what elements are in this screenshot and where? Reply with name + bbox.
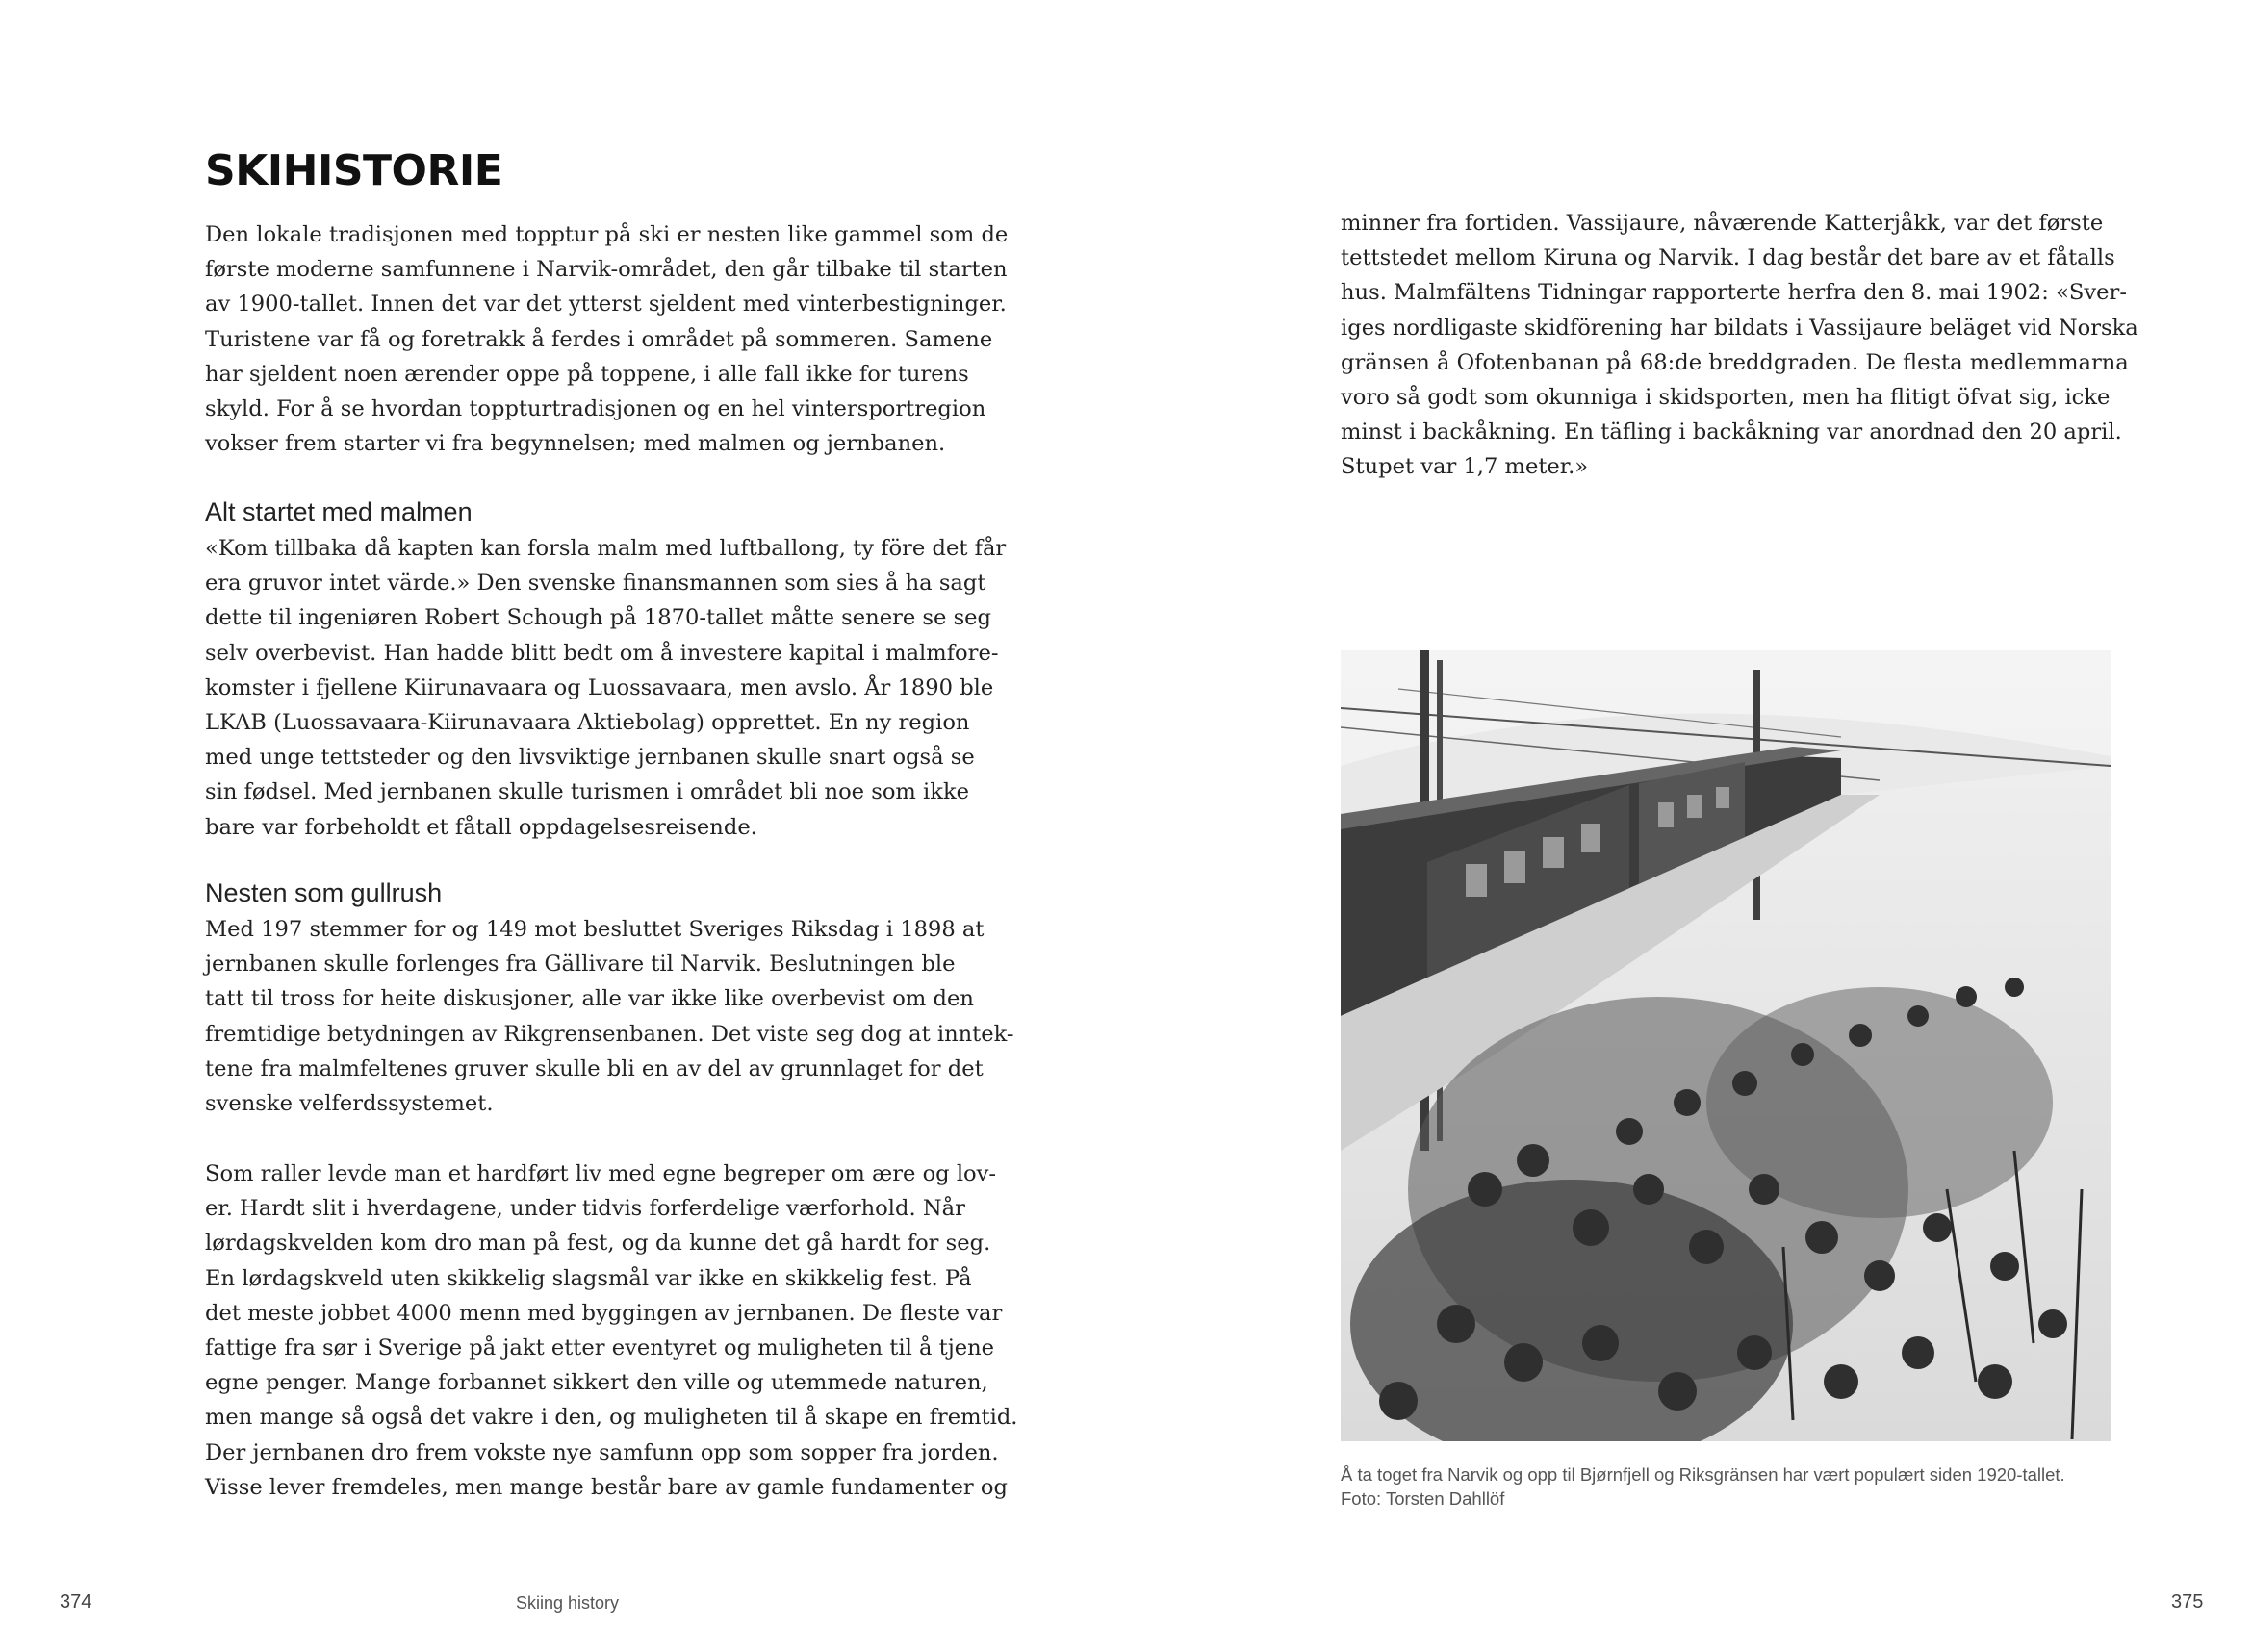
text-line: vokser frem starter vi fra begynnelsen; med malmen og jernbanen. bbox=[205, 431, 946, 457]
text-line: minner fra fortiden. Vassijaure, nåværende Katterjåkk, var det første bbox=[1341, 211, 2104, 236]
text-line: voro så godt som okunniga i skidsporten, men ha flitigt öfvat sig, icke bbox=[1341, 385, 2111, 411]
section-body-malmen bbox=[205, 531, 1007, 845]
photo-credit: Foto: Torsten Dahllöf bbox=[1341, 1488, 1505, 1509]
text-line: jernbanen skulle forlenges fra Gällivare til Narvik. Beslutningen ble bbox=[205, 952, 956, 978]
text-line: gränsen å Ofotenbanan på 68:de breddgraden. De flesta medlemmarna bbox=[1341, 349, 2129, 375]
text-line: «Kom tillbaka då kapten kan forsla malm med luftballong, ty före det får bbox=[205, 536, 1007, 561]
text-line: har sjeldent noen ærender oppe på toppene, i alle fall ikke for turens bbox=[205, 361, 969, 387]
photo-caption bbox=[1341, 1462, 2111, 1511]
text-line: hus. Malmfältens Tidningar rapporterte herfra den 8. mai 1902: «Sver- bbox=[1341, 280, 2127, 306]
text-line: Den lokale tradisjonen med topptur på ski er nesten like gammel som de bbox=[205, 222, 1009, 247]
paragraph-raller bbox=[205, 1156, 1018, 1505]
text-line: skyld. For å se hvordan toppturtradisjonen og en hel vintersportregion bbox=[205, 396, 986, 422]
text-line: egne penger. Mange forbannet sikkert den ville og utemmede naturen, bbox=[205, 1370, 988, 1396]
text-line: komster i fjellene Kiirunavaara og Luossavaara, men avslo. År 1890 ble bbox=[205, 674, 994, 700]
text-line: sin fødsel. Med jernbanen skulle turismen i området bli noe som ikke bbox=[205, 779, 970, 805]
text-line: tene fra malmfeltenes gruver skulle bli en av del av grunnlaget for det bbox=[205, 1055, 984, 1081]
text-line: tatt til tross for heite diskusjoner, alle var ikke like overbevist om den bbox=[205, 986, 974, 1012]
section-body-gullrush bbox=[205, 912, 1014, 1121]
text-line: lørdagskvelden kom dro man på fest, og da kunne det gå hardt for seg. bbox=[205, 1231, 991, 1257]
text-line: det meste jobbet 4000 menn med byggingen av jernbanen. De fleste var bbox=[205, 1300, 1003, 1326]
continuation-paragraph bbox=[1341, 206, 2138, 485]
caption-text: Å ta toget fra Narvik og opp til Bjørnfjell og Riksgränsen har vært populært siden 1920-tallet. bbox=[1341, 1464, 2065, 1485]
page-title: SKIHISTORIE bbox=[205, 146, 503, 195]
text-line: era gruvor intet värde.» Den svenske finansmannen som sies å ha sagt bbox=[205, 571, 986, 597]
section-heading-gullrush: Nesten som gullrush bbox=[205, 878, 443, 907]
text-line: bare var forbeholdt et fåtall oppdagelsesreisende. bbox=[205, 814, 757, 840]
text-line: men mange så også det vakre i den, og muligheten til å skape en fremtid. bbox=[205, 1405, 1018, 1431]
right-page bbox=[1126, 0, 2252, 1652]
text-line: Turistene var få og foretrakk å ferdes i området på sommeren. Samene bbox=[205, 326, 993, 352]
section-heading-malmen: Alt startet med malmen bbox=[205, 497, 473, 526]
text-line: selv overbevist. Han hadde blitt bedt om å investere kapital i malmfore- bbox=[205, 640, 999, 666]
text-line: Visse lever fremdeles, men mange består bare av gamle fundamenter og bbox=[205, 1474, 1008, 1500]
text-line: svenske velferdssystemet. bbox=[205, 1091, 494, 1117]
running-head: Skiing history bbox=[516, 1593, 620, 1613]
text-line: er. Hardt slit i hverdagene, under tidvis forferdelige værforhold. Når bbox=[205, 1196, 965, 1222]
text-line: første moderne samfunnene i Narvik-området, den går tilbake til starten bbox=[205, 257, 1008, 283]
text-line: iges nordligaste skidförening har bildats i Vassijaure beläget vid Norska bbox=[1341, 315, 2138, 341]
text-line: Med 197 stemmer for og 149 mot besluttet Sveriges Riksdag i 1898 at bbox=[205, 917, 985, 942]
text-line: minst i backåkning. En täfling i backåkning var anordnad den 20 april. bbox=[1341, 419, 2122, 445]
text-line: Som raller levde man et hardført liv med egne begreper om ære og lov- bbox=[205, 1161, 997, 1186]
text-line: fattige fra sør i Sverige på jakt etter eventyret og muligheten til å tjene bbox=[205, 1335, 995, 1361]
text-line: fremtidige betydningen av Rikgrensenbanen. Det viste seg dog at inntek- bbox=[205, 1021, 1014, 1047]
text-line: LKAB (Luossavaara-Kiirunavaara Aktiebolag) opprettet. En ny region bbox=[205, 710, 970, 736]
text-line: tettstedet mellom Kiruna og Narvik. I dag består det bare av et fåtalls bbox=[1341, 245, 2115, 271]
page-number-right: 375 bbox=[2171, 1591, 2204, 1613]
photo-illustration bbox=[1341, 650, 2111, 1441]
text-line: av 1900-tallet. Innen det var det ytterst sjeldent med vinterbestigninger. bbox=[205, 292, 1007, 318]
text-line: Stupet var 1,7 meter.» bbox=[1341, 454, 1589, 480]
text-line: dette til ingeniøren Robert Schough på 1870-tallet måtte senere se seg bbox=[205, 605, 992, 631]
text-line: En lørdagskveld uten skikkelig slagsmål var ikke en skikkelig fest. På bbox=[205, 1265, 972, 1291]
intro-paragraph bbox=[205, 217, 1009, 461]
historic-train-photo bbox=[1341, 650, 2111, 1441]
text-line: med unge tettsteder og den livsviktige jernbanen skulle snart også se bbox=[205, 745, 975, 771]
page-number-left: 374 bbox=[60, 1591, 92, 1613]
text-line: Der jernbanen dro frem vokste nye samfunn opp som sopper fra jorden. bbox=[205, 1439, 999, 1465]
